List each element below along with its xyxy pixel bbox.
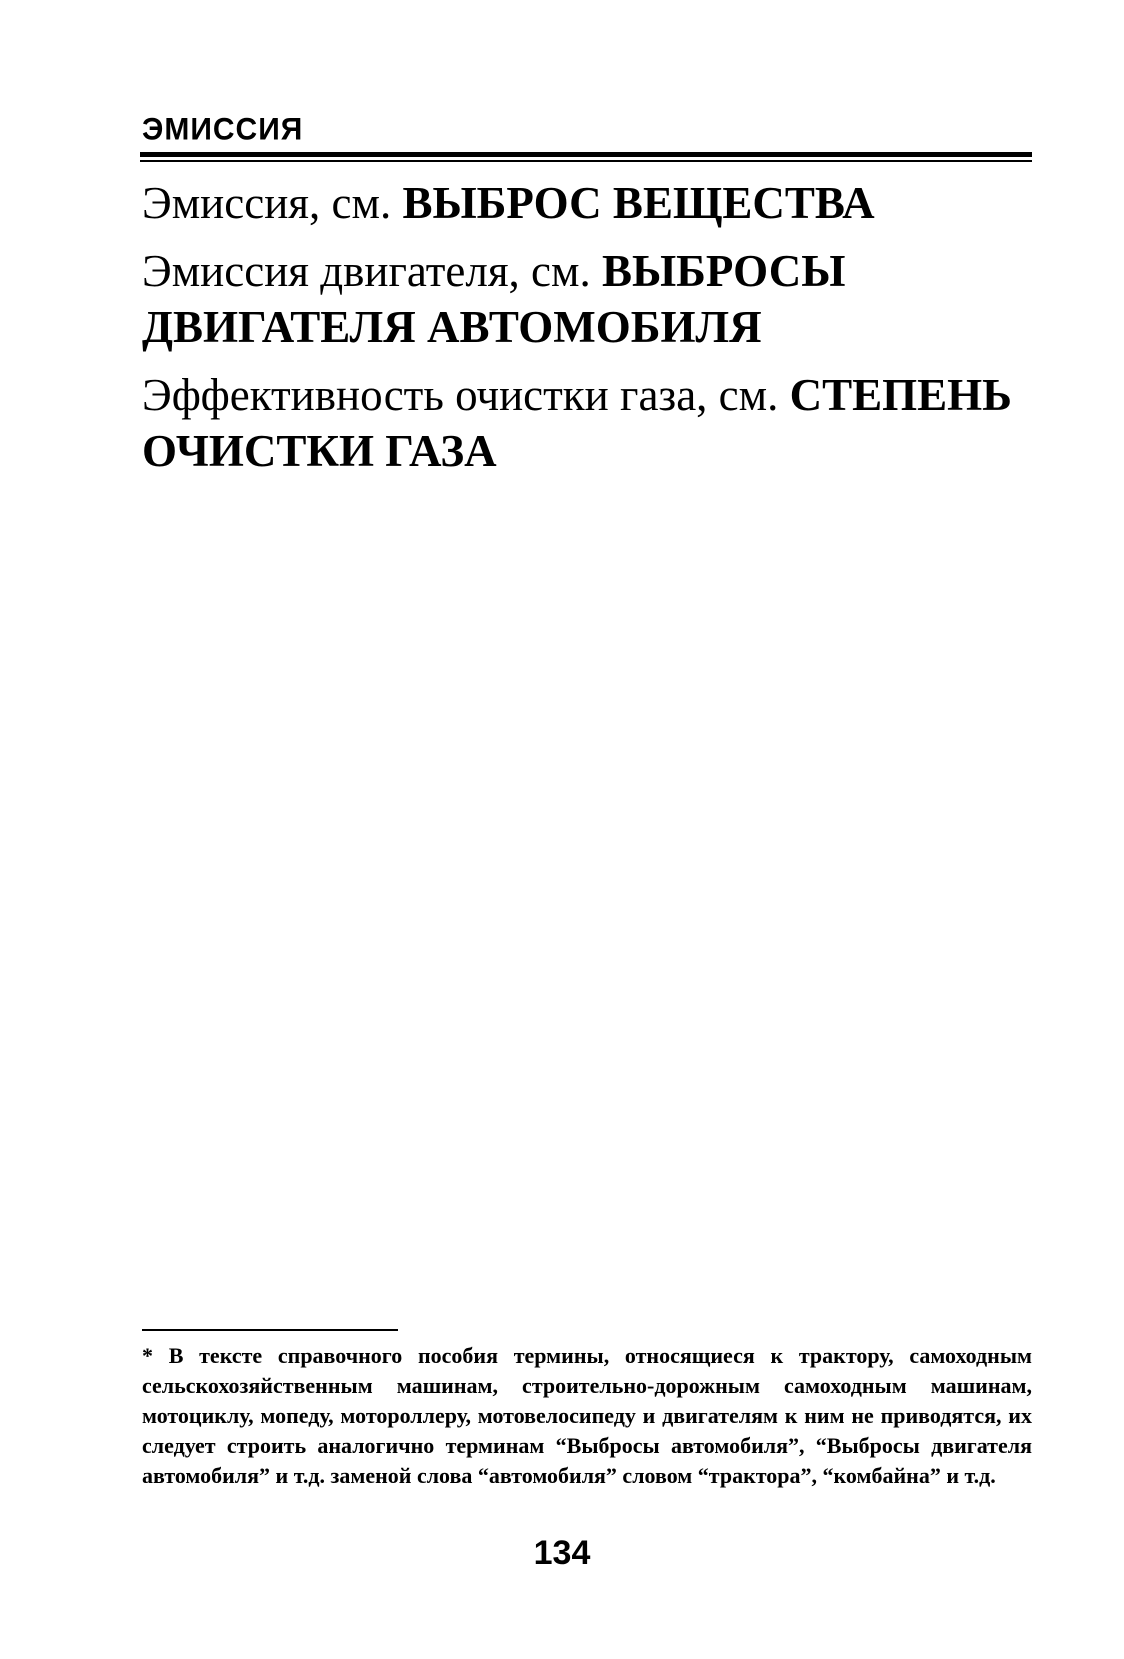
glossary-entry bbox=[142, 175, 1032, 231]
running-head: ЭМИССИЯ bbox=[142, 112, 304, 147]
entry-term: Эмиссия двигателя, см. bbox=[142, 246, 602, 296]
footnote-rule bbox=[142, 1329, 398, 1331]
glossary-entry bbox=[142, 243, 1032, 355]
entry-reference: ВЫБРОСЫ ДВИГАТЕЛЯ АВТОМОБИЛЯ bbox=[142, 246, 846, 352]
header-rule-thin bbox=[140, 160, 1032, 162]
entry-term: Эмиссия, см. bbox=[142, 178, 403, 228]
header-rule-thick bbox=[140, 152, 1032, 157]
entry-reference: СТЕПЕНЬ ОЧИСТКИ ГАЗА bbox=[142, 370, 1012, 476]
glossary-entries bbox=[142, 175, 1032, 491]
entry-term: Эффективность очистки газа, см. bbox=[142, 370, 790, 420]
glossary-entry bbox=[142, 367, 1032, 479]
footnote: * В тексте справочного пособия термины, относящиеся к трактору, самоходным сельскохозяйственным машинам, строительно-дорожным самоходным машинам, мотоциклу, мопеду, мотороллеру, мотовелосипеду и двигателям к ним не приводятся, их следует строить аналогично терминам “Выбросы автомобиля”, “Выбросы двигателя автомобиля” и т.д. заменой слова “автомобиля” словом “трактора”, “комбайна” и т.д. bbox=[142, 1343, 1032, 1488]
entry-reference: ВЫБРОС ВЕЩЕСТВА bbox=[402, 178, 875, 228]
page-number: 134 bbox=[533, 1534, 591, 1572]
